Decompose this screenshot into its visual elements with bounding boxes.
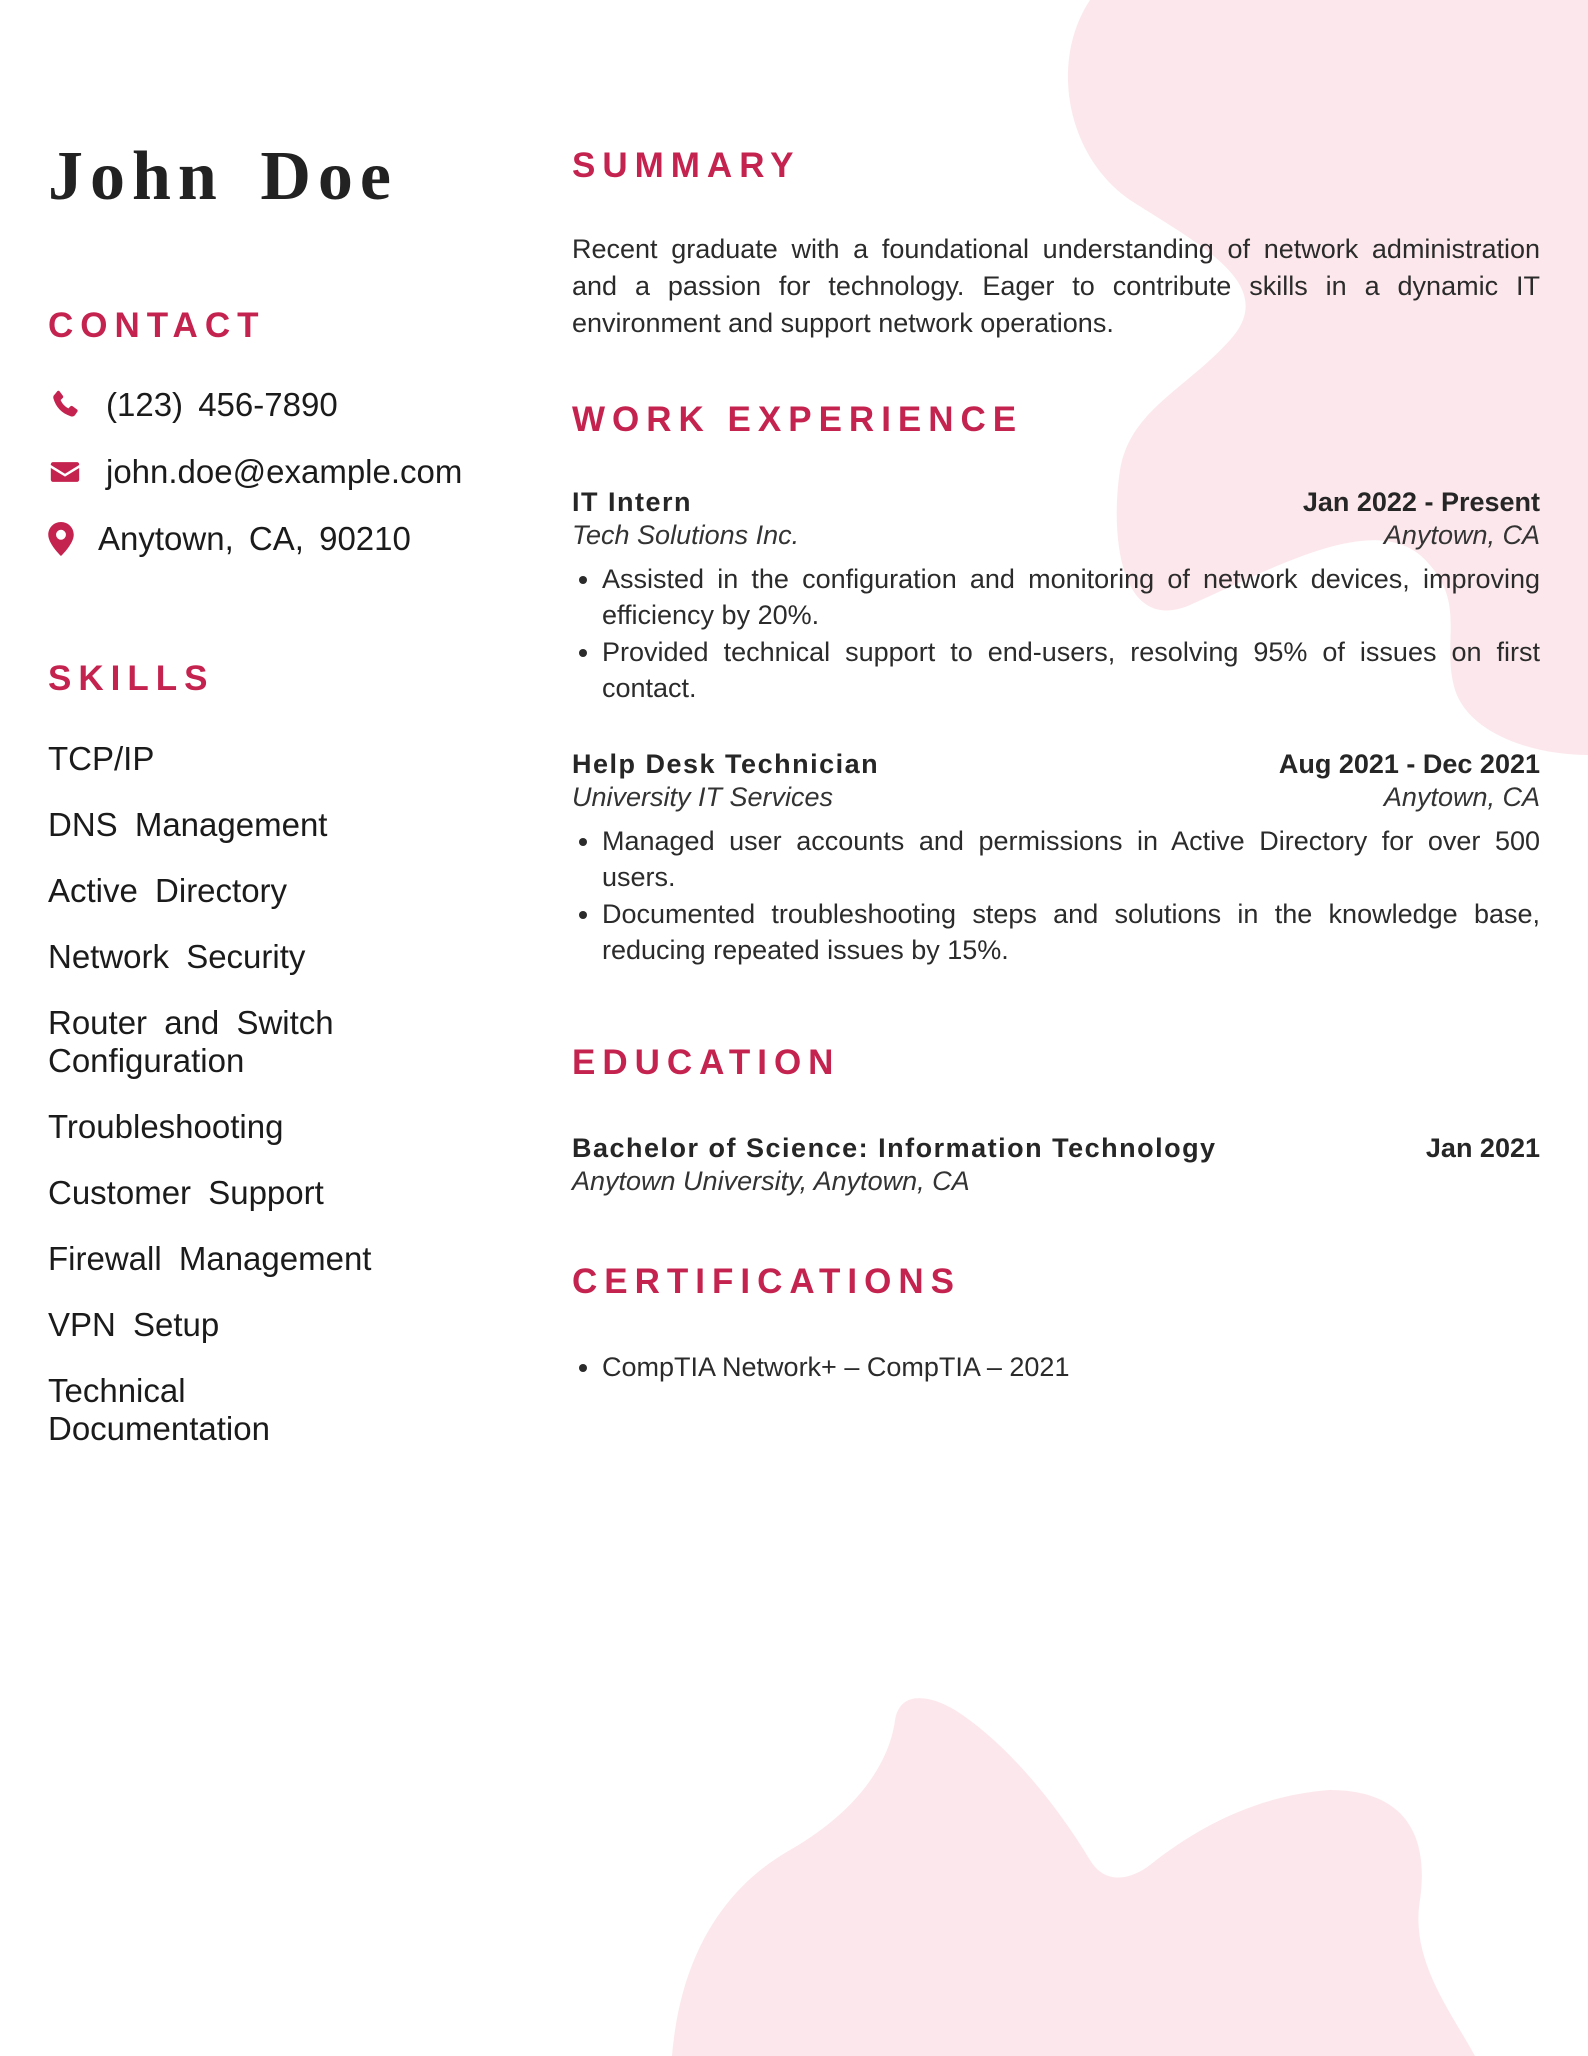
job-dates: Jan 2022 - Present — [1302, 487, 1540, 517]
education-date: Jan 2021 — [1425, 1133, 1540, 1163]
skill-item: Network Security — [48, 938, 306, 975]
work-experience-heading: WORK EXPERIENCE — [572, 400, 1024, 439]
skill-item: Customer Support — [48, 1174, 324, 1211]
location-text: Anytown, CA, 90210 — [98, 519, 411, 557]
skill-item: Active Directory — [48, 872, 288, 909]
skill-item: Firewall Management — [48, 1240, 372, 1277]
education-entry — [572, 1133, 1540, 1197]
phone-link[interactable]: (123) 456-7890 — [106, 385, 338, 423]
job-bullet: • Assisted in the configuration and monitoring of network devices, improving efficiency by 20%. — [602, 561, 1540, 633]
contact-location — [48, 519, 462, 557]
job-dates: Aug 2021 - Dec 2021 — [1278, 749, 1540, 779]
job-entry-it-intern — [572, 487, 1540, 707]
skills-heading: SKILLS — [48, 659, 215, 698]
degree: Bachelor of Science: Information Technology — [572, 1133, 1217, 1163]
job-bullet: • Provided technical support to end-users, resolving 95% of issues on first contact. — [602, 634, 1540, 706]
map-pin-icon — [48, 522, 74, 556]
certifications-heading: CERTIFICATIONS — [572, 1262, 962, 1301]
job-company: Tech Solutions Inc. — [572, 520, 800, 550]
skill-item: VPN Setup — [48, 1306, 220, 1343]
education-heading: EDUCATION — [572, 1043, 841, 1082]
job-bullets — [572, 561, 1540, 706]
skill-item: TCP/IP — [48, 740, 155, 777]
job-location: Anytown, CA — [1383, 520, 1540, 550]
job-company: University IT Services — [572, 782, 834, 812]
job-bullet: • Managed user accounts and permissions in Active Directory for over 500 users. — [602, 823, 1540, 895]
contact-list — [48, 385, 463, 589]
certifications-list — [572, 1349, 1570, 1385]
skill-item: Troubleshooting — [48, 1108, 284, 1145]
skills-list — [48, 740, 378, 1476]
job-title: Help Desk Technician — [572, 749, 880, 779]
certification-item: • CompTIA Network+ – CompTIA – 2021 — [602, 1349, 1570, 1385]
contact-heading: CONTACT — [48, 306, 266, 345]
phone-icon — [48, 388, 82, 422]
candidate-name: John Doe — [48, 138, 398, 215]
skill-item: Technical Documentation — [48, 1372, 270, 1447]
contact-email — [48, 452, 463, 490]
envelope-icon — [48, 455, 82, 489]
email-link[interactable]: john.doe@example.com — [106, 452, 463, 490]
job-location: Anytown, CA — [1383, 782, 1540, 812]
skill-item: DNS Management — [48, 806, 328, 843]
job-title: IT Intern — [572, 487, 692, 517]
skill-item: Router and Switch Configuration — [48, 1004, 334, 1079]
contact-phone — [48, 385, 462, 423]
job-entry-help-desk — [572, 749, 1540, 969]
summary-text: Recent graduate with a foundational understanding of network administration and a passion for technology. Eager to contribute skills in a dynamic IT environment and support network operations. — [572, 234, 1540, 338]
summary-heading: SUMMARY — [572, 146, 801, 185]
job-bullets — [572, 823, 1540, 968]
school: Anytown University, Anytown, CA — [572, 1166, 970, 1196]
job-bullet: • Documented troubleshooting steps and solutions in the knowledge base, reducing repeated issues by 15%. — [602, 896, 1540, 968]
